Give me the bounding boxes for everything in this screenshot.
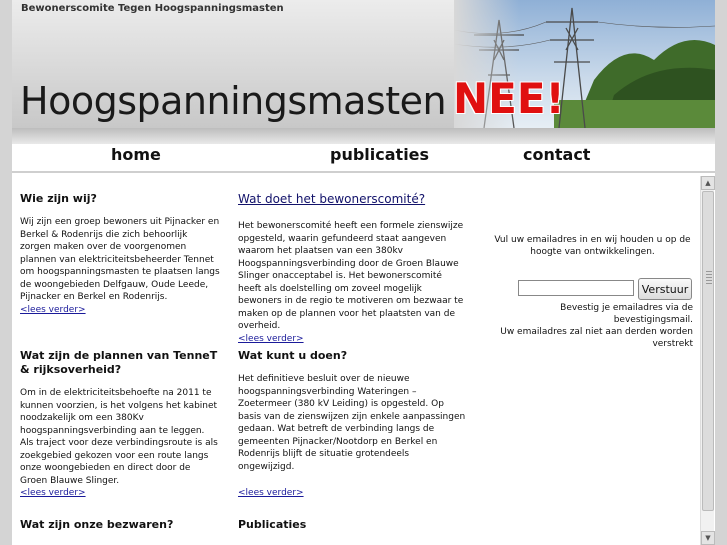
section-wie-zijn-wij (20, 192, 220, 316)
newsletter-form (492, 278, 693, 302)
section-plannen (20, 349, 220, 500)
email-input[interactable] (518, 280, 634, 296)
scroll-thumb[interactable] (702, 191, 714, 511)
nav-contact-link[interactable]: contact (523, 145, 591, 164)
section-heading: Wie zijn wij? (20, 192, 97, 205)
section-body: Wij zijn een groep bewoners uit Pijnacker en Berkel & Rodenrijs die zich behoorlijk zorgen maken over de voorgenomen plannen van elektriciteitsbeheerder Tennet om hoogspanningsmasten te plaatsen langs de woongebieden Delfgauw, Oude Leede, Pijnacker en Berkel en Rodenrijs. (20, 217, 220, 302)
main-content (12, 174, 700, 545)
left-gutter (0, 0, 12, 545)
banner-title: Hoogspanningsmasten (20, 79, 447, 123)
section-heading-link[interactable]: Wat doet het bewonerscomité? (238, 192, 426, 206)
section-bezwaren (20, 518, 220, 542)
section-heading: Wat zijn onze bezwaren? (20, 518, 174, 531)
section-wat-kunt-u-doen (238, 349, 468, 500)
right-gutter (715, 0, 727, 545)
nav-divider (12, 171, 715, 173)
scroll-grip-icon (706, 271, 712, 285)
newsletter-confirm-text: Bevestig je emailadres via de bevestigingsmail. (560, 303, 693, 325)
section-body: Het bewonerscomité heeft een formele zienswijze opgesteld, waarin gefundeerd staat aangeven waarom het plaatsen van een 380kv Hoogspanningsverbinding door de Groen Blauwe Slinger onacceptabel is. Het bewonerscomité heeft als doelstelling om zoveel mogelijk bewoners in de regio te motiveren om bezwaar te maken op de plannen voor het plaatsten van de overheid. (238, 221, 464, 331)
section-heading: Publicaties (238, 518, 307, 531)
section-body: Om in de elektriciteitsbehoefte na 2011 te kunnen voorzien, is het volgens het kabinet noodzakelijk om een 380Kv hoogspanningsverbinding aan te leggen. Als traject voor deze verbindingsroute is als zoekgebied gekozen voor een route langs onze woongebieden en direct door de Groen Blauwe Slinger. (20, 388, 218, 486)
nav-publicaties-link[interactable]: publicaties (330, 145, 430, 164)
read-more-link[interactable]: <lees verder> (20, 304, 86, 315)
read-more-link[interactable]: <lees verder> (238, 333, 304, 344)
header-banner (12, 0, 715, 128)
scroll-down-arrow-icon[interactable]: ▼ (701, 531, 715, 545)
main-nav (12, 140, 715, 172)
section-wat-doet (238, 192, 468, 345)
site-name: Bewonerscomite Tegen Hoogspanningsmasten (21, 3, 284, 14)
newsletter-prompt: Vul uw emailadres in en wij houden u op de hoogte van ontwikkelingen. (494, 235, 691, 257)
read-more-link[interactable]: <lees verder> (238, 488, 304, 498)
section-heading: Wat zijn de plannen van TenneT & rijksoverheid? (20, 349, 218, 376)
banner-title-accent: NEE! (453, 74, 565, 123)
section-body: Het definitieve besluit over de nieuwe hoogspanningsverbinding Wateringen – Zoetermeer (380 kV Leiding) is opgesteld. Op basis van de zienswijzen zijn enkele aanpassingen gedaan. Wat betreft de verbinding langs de gemeenten Pijnacker/Nootdorp en Berkel en Rodenrijs blijft de situatie grotendeels ongewijzigd. (238, 374, 466, 472)
newsletter-privacy-note: Uw emailadres zal niet aan derden worden verstrekt (500, 327, 693, 349)
nav-home-link[interactable]: home (111, 145, 161, 164)
verstuur-button[interactable]: Verstuur (638, 278, 692, 300)
spacer (238, 473, 468, 487)
section-publicaties (238, 518, 468, 542)
vertical-scrollbar[interactable] (700, 176, 714, 545)
newsletter-signup (492, 234, 693, 350)
read-more-link[interactable]: <lees verder> (20, 488, 86, 498)
scroll-up-arrow-icon[interactable]: ▲ (701, 176, 715, 190)
section-heading: Wat kunt u doen? (238, 349, 348, 362)
